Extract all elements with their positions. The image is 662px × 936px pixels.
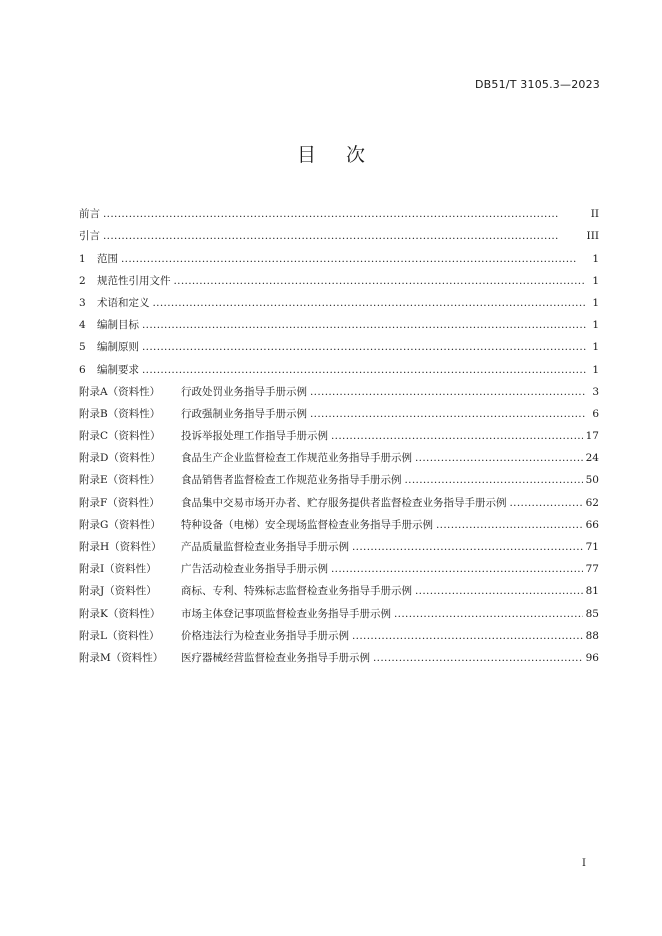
toc-leader-dots xyxy=(352,629,583,643)
toc-leader-dots xyxy=(436,518,583,532)
toc-leader-dots xyxy=(174,274,587,288)
toc-leader-dots xyxy=(103,229,584,243)
toc-entry-title: 投诉举报处理工作指导手册示例 xyxy=(181,430,328,443)
toc-leader-dots xyxy=(142,363,586,377)
toc-page-number: 1 xyxy=(592,341,599,354)
toc-page-number: 1 xyxy=(592,252,599,265)
toc-page-number: 77 xyxy=(585,563,599,576)
toc-annex-label: 附录A（资料性） xyxy=(79,385,161,398)
toc-entry[interactable] xyxy=(79,221,599,243)
toc-annex-label: 附录B（资料性） xyxy=(79,407,161,420)
toc-section-number: 1 xyxy=(79,252,86,265)
toc-page-number: 6 xyxy=(592,407,599,420)
toc-page-number: 85 xyxy=(585,607,599,620)
toc-page-number: 88 xyxy=(585,629,599,642)
toc-section-number: 2 xyxy=(79,274,86,287)
toc-leader-dots xyxy=(142,318,586,332)
document-code: DB51/T 3105.3—2023 xyxy=(474,78,600,91)
toc-entry[interactable] xyxy=(79,332,599,354)
toc-page-number: 17 xyxy=(585,430,599,443)
toc-entry[interactable] xyxy=(79,598,599,620)
toc-annex-label: 附录L（资料性） xyxy=(79,629,160,642)
toc-entry[interactable] xyxy=(79,266,599,288)
toc-leader-dots xyxy=(331,429,583,443)
toc-entry-title: 编制要求 xyxy=(97,363,139,376)
title-char-1: 目 xyxy=(296,144,316,166)
toc-entry-title: 术语和定义 xyxy=(97,296,150,309)
toc-leader-dots xyxy=(121,252,586,266)
toc-page-number: 96 xyxy=(585,651,599,664)
toc-leader-dots xyxy=(153,296,587,310)
toc-entry-title: 食品销售者监督检查工作规范业务指导手册示例 xyxy=(181,474,402,487)
toc-entry[interactable] xyxy=(79,643,599,665)
toc-entry[interactable] xyxy=(79,243,599,265)
toc-entry[interactable] xyxy=(79,199,599,221)
toc-entry[interactable] xyxy=(79,510,599,532)
toc-page-number: 50 xyxy=(585,474,599,487)
page-number: I xyxy=(582,858,586,869)
toc-entry[interactable] xyxy=(79,443,599,465)
toc-page-number: 66 xyxy=(585,518,599,531)
toc-annex-label: 附录E（资料性） xyxy=(79,474,161,487)
toc-leader-dots xyxy=(373,651,583,665)
toc-entry-title: 价格违法行为检查业务指导手册示例 xyxy=(181,629,349,642)
toc-entry-title: 引言 xyxy=(79,230,100,243)
toc-leader-dots xyxy=(331,562,583,576)
toc-page-number: 1 xyxy=(592,274,599,287)
toc-entry-title: 范围 xyxy=(97,252,118,265)
toc-page-number: II xyxy=(590,208,599,221)
toc-section-number: 6 xyxy=(79,363,86,376)
toc-entry-title: 食品生产企业监督检查工作规范业务指导手册示例 xyxy=(181,452,412,465)
toc-entry-title: 产品质量监督检查业务指导手册示例 xyxy=(181,541,349,553)
toc-leader-dots xyxy=(510,496,583,510)
toc-annex-label: 附录C（资料性） xyxy=(79,430,161,443)
toc-annex-label: 附录K（资料性） xyxy=(79,607,161,620)
toc-annex-label: 附录I（资料性） xyxy=(79,563,157,576)
toc-entry[interactable] xyxy=(79,310,599,332)
toc-leader-dots xyxy=(415,584,583,598)
toc-entry-title: 广告活动检查业务指导手册示例 xyxy=(181,563,328,576)
toc-annex-label: 附录M（资料性） xyxy=(79,651,164,664)
toc-entry-title: 行政强制业务指导手册示例 xyxy=(181,407,307,420)
toc-entry-title: 医疗器械经营监督检查业务指导手册示例 xyxy=(181,651,370,664)
toc-entry-title: 商标、专利、特殊标志监督检查业务指导手册示例 xyxy=(181,585,412,598)
toc-entry[interactable] xyxy=(79,399,599,421)
toc-entry-title: 前言 xyxy=(79,208,100,221)
toc-page-number: 24 xyxy=(585,452,599,465)
table-of-contents xyxy=(79,199,599,665)
toc-leader-dots xyxy=(310,407,586,421)
toc-leader-dots xyxy=(103,207,586,221)
toc-leader-dots xyxy=(310,385,586,399)
toc-entry[interactable] xyxy=(79,487,599,509)
toc-page-number: 3 xyxy=(592,385,599,398)
toc-leader-dots xyxy=(405,473,583,487)
toc-entry-title: 编制目标 xyxy=(97,319,139,332)
toc-page-number: 71 xyxy=(585,541,599,553)
toc-leader-dots xyxy=(352,540,583,554)
toc-leader-dots xyxy=(142,340,586,354)
toc-entry-title: 编制原则 xyxy=(97,341,139,354)
toc-entry-title: 特种设备（电梯）安全现场监督检查业务指导手册示例 xyxy=(181,518,433,531)
toc-page-number: 81 xyxy=(585,585,599,598)
toc-entry-title: 规范性引用文件 xyxy=(97,274,171,287)
toc-entry[interactable] xyxy=(79,465,599,487)
toc-annex-label: 附录G（资料性） xyxy=(79,518,161,531)
page-title xyxy=(0,140,662,167)
toc-entry[interactable] xyxy=(79,532,599,554)
toc-section-number: 5 xyxy=(79,341,86,354)
toc-annex-label: 附录J（资料性） xyxy=(79,585,157,598)
toc-entry-title: 行政处罚业务指导手册示例 xyxy=(181,385,307,398)
toc-page-number: 62 xyxy=(585,496,599,509)
toc-entry[interactable] xyxy=(79,288,599,310)
toc-page-number: 1 xyxy=(592,319,599,332)
toc-entry[interactable] xyxy=(79,621,599,643)
toc-leader-dots xyxy=(394,607,583,621)
toc-entry[interactable] xyxy=(79,554,599,576)
toc-page-number: III xyxy=(586,230,599,243)
toc-entry-title: 市场主体登记事项监督检查业务指导手册示例 xyxy=(181,607,391,620)
toc-section-number: 4 xyxy=(79,319,86,332)
toc-entry[interactable] xyxy=(79,354,599,376)
toc-entry-title: 食品集中交易市场开办者、贮存服务提供者监督检查业务指导手册示例 xyxy=(181,496,507,509)
toc-annex-label: 附录D（资料性） xyxy=(79,452,161,465)
toc-entry[interactable] xyxy=(79,377,599,399)
toc-page-number: 1 xyxy=(592,363,599,376)
toc-entry[interactable] xyxy=(79,576,599,598)
toc-leader-dots xyxy=(415,451,583,465)
title-char-2: 次 xyxy=(346,144,366,166)
toc-annex-label: 附录F（资料性） xyxy=(79,496,160,509)
toc-page-number: 1 xyxy=(592,296,599,309)
toc-annex-label: 附录H（资料性） xyxy=(79,541,162,553)
toc-entry[interactable] xyxy=(79,421,599,443)
toc-section-number: 3 xyxy=(79,296,86,309)
